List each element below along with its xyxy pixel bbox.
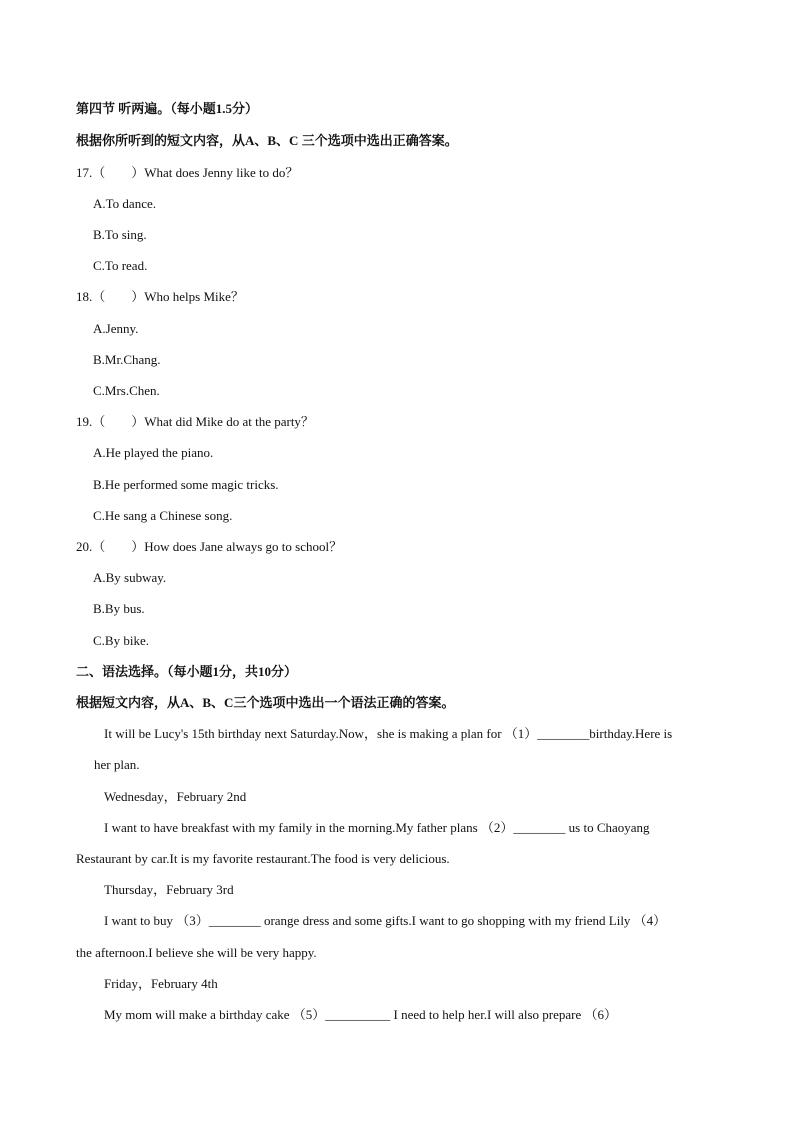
question-stem-19: 19.（ ）What did Mike do at the party？ [76,414,314,429]
passage-line: My mom will make a birthday cake （5）__________ I need to help her.I will also prepare （6） [104,1007,618,1022]
option-17-b: B.To sing. [93,227,147,242]
option-20-b: B.By bus. [93,601,145,616]
passage-line: the afternoon.I believe she will be very happy. [76,945,317,960]
option-20-a: A.By subway. [93,570,167,585]
passage-line: her plan. [94,757,140,772]
part-instruction: 根据短文内容，从A、B、C三个选项中选出一个语法正确的答案。 [76,695,455,710]
option-20-c: C.By bike. [93,633,149,648]
option-18-a: A.Jenny. [93,321,139,336]
section-instruction: 根据你所听到的短文内容，从A、B、C 三个选项中选出正确答案。 [76,133,458,148]
passage-date: Thursday，February 3rd [104,882,234,897]
passage-line: Restaurant by car.It is my favorite restaurant.The food is very delicious. [76,851,450,866]
question-stem-17: 17.（ ）What does Jenny like to do？ [76,165,299,180]
part-heading: 二、语法选择。（每小题1分，共10分） [76,664,298,679]
passage-line: I want to have breakfast with my family in the morning.My father plans （2）________ us to Chaoyang [104,820,650,835]
option-17-a: A.To dance. [93,196,156,211]
passage-line: It will be Lucy's 15th birthday next Saturday.Now，she is making a plan for （1）________birthday.Here is [104,726,673,741]
option-19-c: C.He sang a Chinese song. [93,508,233,523]
passage-date: Wednesday，February 2nd [104,789,247,804]
question-stem-18: 18.（ ）Who helps Mike？ [76,289,244,304]
passage-date: Friday，February 4th [104,976,218,991]
passage-line: I want to buy （3）________ orange dress and some gifts.I want to go shopping with my friend Lily （4） [104,913,667,928]
option-17-c: C.To read. [93,258,148,273]
option-18-b: B.Mr.Chang. [93,352,161,367]
section-heading: 第四节 听两遍。（每小题1.5分） [76,101,259,116]
option-19-b: B.He performed some magic tricks. [93,477,279,492]
option-19-a: A.He played the piano. [93,445,214,460]
option-18-c: C.Mrs.Chen. [93,383,160,398]
question-stem-20: 20.（ ）How does Jane always go to school？ [76,539,343,554]
